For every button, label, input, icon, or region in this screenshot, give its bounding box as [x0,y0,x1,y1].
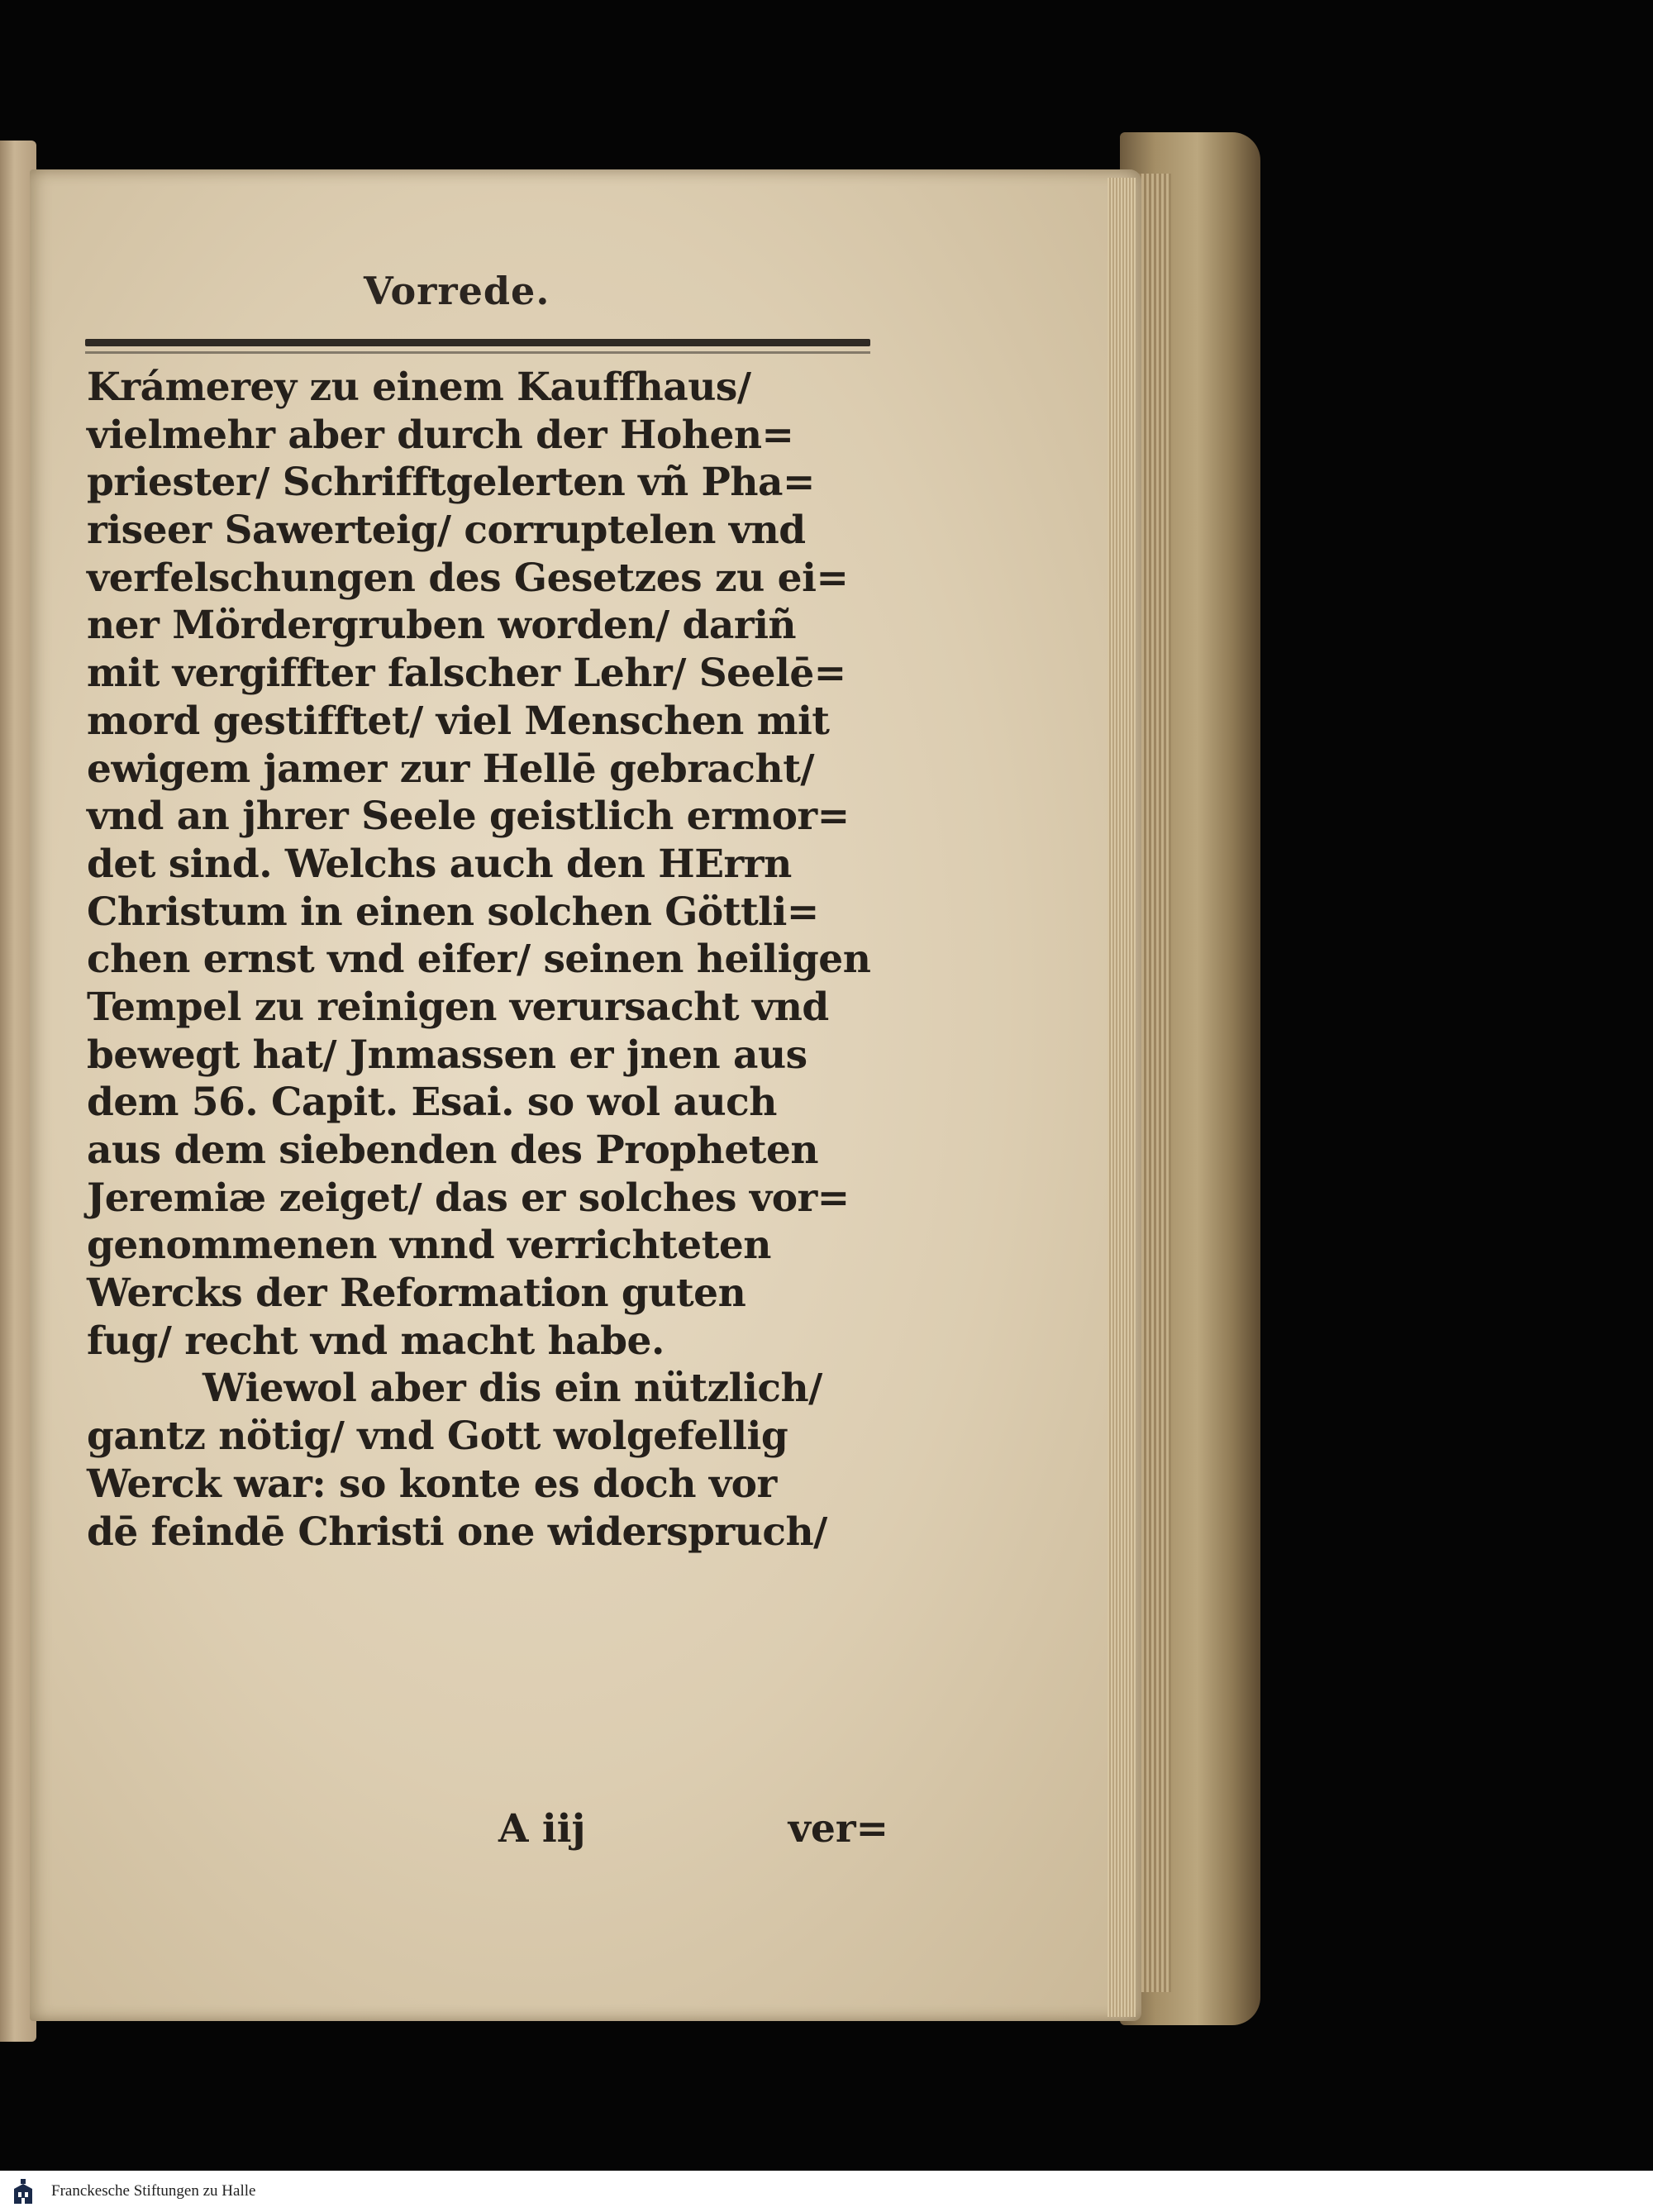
catch-line [87,1806,888,1856]
body-text [87,364,897,1556]
text-line: ner Mördergruben worden/ dariñ [87,603,797,649]
text-line: verfelschungen des Gesetzes zu ei= [87,555,849,601]
institution-logo-icon [7,2175,40,2208]
header-rule-shadow [85,351,870,354]
text-line: genommenen vnnd verrichteten [87,1223,771,1269]
text-line: Wercks der Reformation guten [87,1270,746,1317]
text-line: det sind. Welchs auch den HErrn [87,841,792,887]
text-line: dē feindē Christi one widerspruch/ [87,1509,827,1555]
text-line: mit vergiffter falscher Lehr/ Seelē= [87,651,846,697]
signature-mark: A iij [498,1806,586,1852]
text-line: fug/ recht vnd macht habe. [87,1318,665,1364]
text-line: Krámerey zu einem Kauffhaus/ [87,365,751,410]
text-line: dem 56. Capit. Esai. so wol auch [87,1080,777,1126]
header-rule [85,339,870,346]
institution-name: Franckesche Stiftungen zu Halle [51,2182,256,2200]
catchword: ver= [788,1806,888,1852]
text-line: gantz nötig/ vnd Gott wolgefellig [87,1413,788,1460]
text-line: vielmehr aber durch der Hohen= [87,412,794,458]
page-edges [1108,178,1136,2017]
text-line: mord gestifftet/ viel Menschen mit [87,698,830,744]
text-line: ewigem jamer zur Hellē gebracht/ [87,746,815,792]
running-head: Vorrede. [364,269,550,313]
text-line: priester/ Schrifftgelerten vñ Pha= [87,460,815,506]
text-line: Tempel zu reinigen verursacht vnd [87,984,829,1030]
text-line: Christum in einen solchen Göttli= [87,889,819,935]
text-line: Wiewol aber dis ein nützlich/ [202,1366,822,1412]
text-line: aus dem siebenden des Propheten [87,1127,819,1173]
text-line: chen ernst vnd eifer/ seinen heiligen [87,937,871,983]
text-line: bewegt hat/ Jnmassen er jnen aus [87,1032,807,1078]
footer-bar [0,2171,1653,2212]
text-line: vnd an jhrer Seele geistlich ermor= [87,794,850,840]
text-line: Jeremiæ zeiget/ das er solches vor= [87,1175,850,1221]
cover-texture [1136,174,1171,1992]
text-line: riseer Sawerteig/ corruptelen vnd [87,508,806,554]
text-line: Werck war: so konte es doch vor [87,1461,777,1507]
